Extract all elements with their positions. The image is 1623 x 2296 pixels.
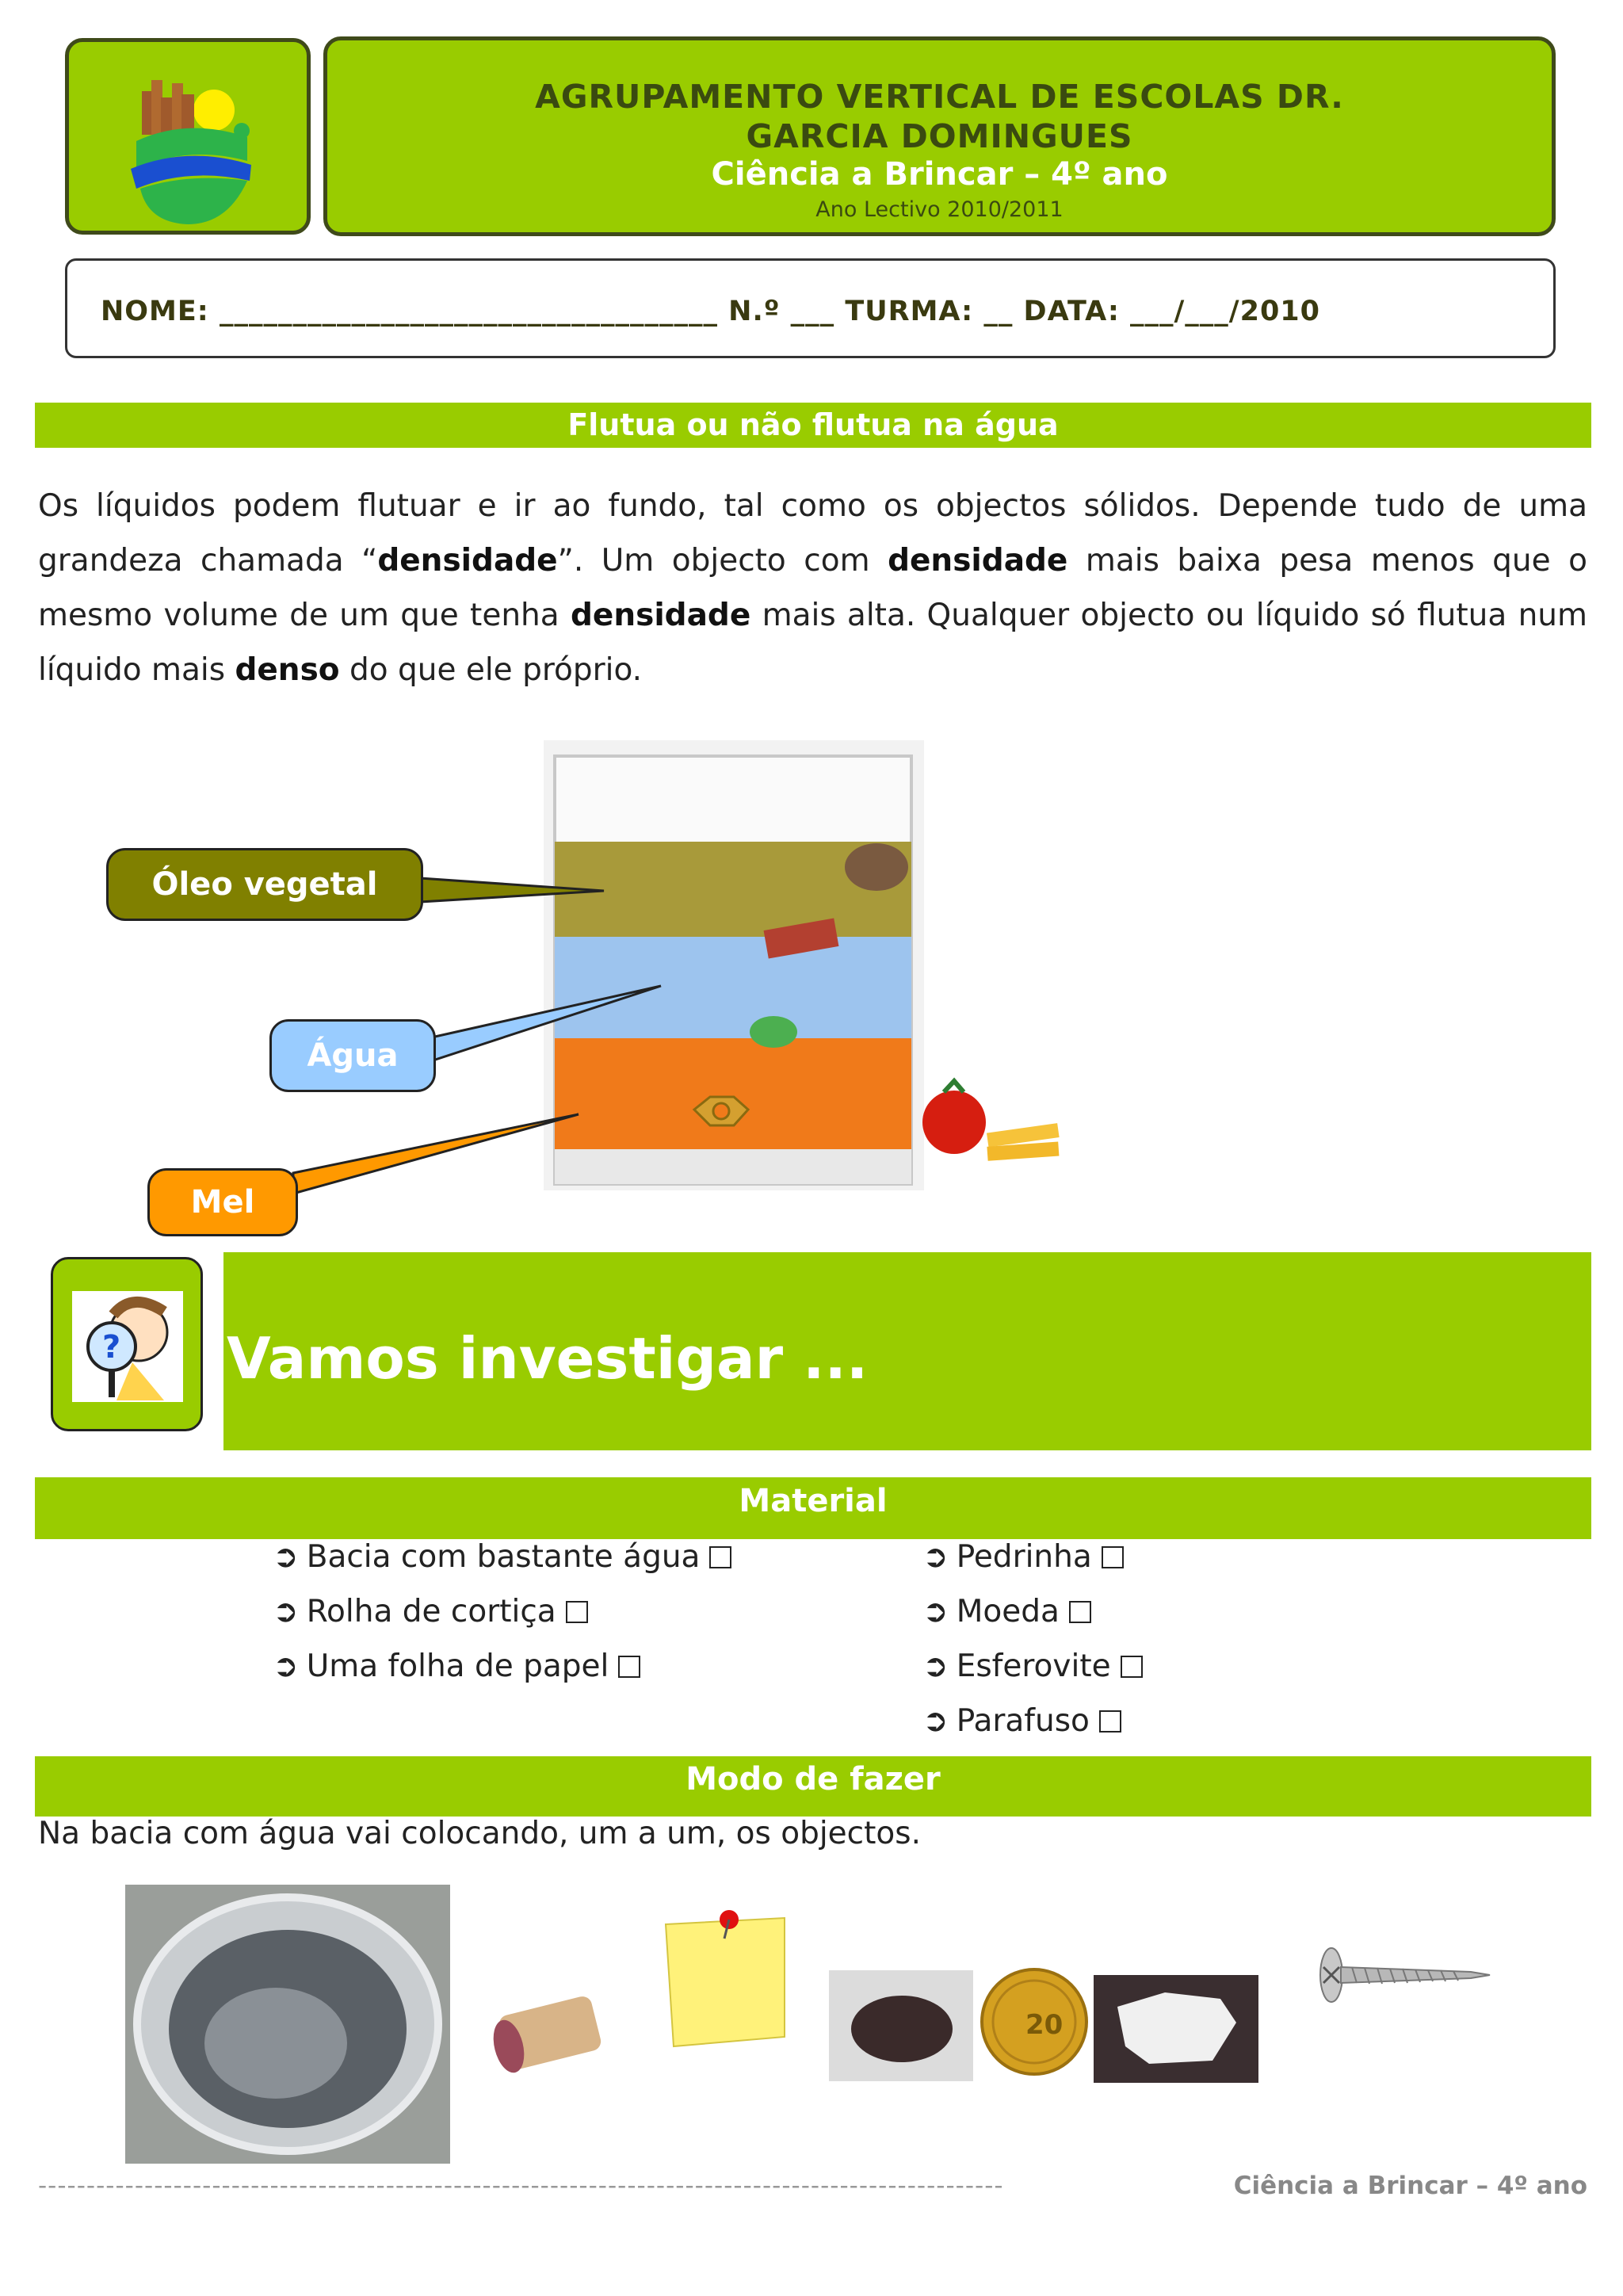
cork-image xyxy=(488,1981,615,2084)
checkbox-icon[interactable] xyxy=(618,1656,640,1678)
subject-title: Ciência a Brincar – 4º ano xyxy=(711,156,1168,193)
checkbox-icon[interactable] xyxy=(709,1546,731,1568)
list-item: ➲ Parafuso xyxy=(922,1694,1143,1748)
checkbox-icon[interactable] xyxy=(1102,1546,1124,1568)
intro-text-4: mais alta. Qualquer objecto ou líquido só flutua num líquido mais xyxy=(38,598,1588,688)
intro-text-3: mais baixa pesa menos que o mesmo volume de um que tenha xyxy=(38,543,1587,633)
arrow-bullet-icon: ➲ xyxy=(922,1648,949,1684)
honey-callout xyxy=(147,1168,298,1236)
material-bar xyxy=(35,1477,1591,1539)
checkbox-icon[interactable] xyxy=(1099,1710,1121,1733)
material-list-right xyxy=(922,1530,1143,1748)
list-item: ➲ Uma folha de papel xyxy=(273,1639,731,1694)
page-footer xyxy=(38,2172,1587,2200)
checkbox-icon[interactable] xyxy=(1121,1656,1143,1678)
water-callout xyxy=(269,1019,436,1092)
detective-icon xyxy=(53,1259,200,1429)
investigate-title: Vamos investigar ... xyxy=(227,1325,869,1392)
coin-image xyxy=(978,1964,1090,2080)
arrow-bullet-icon: ➲ xyxy=(273,1539,299,1575)
list-item: ➲ Moeda xyxy=(922,1584,1143,1639)
screw-image xyxy=(1312,1943,1495,2007)
bowl-image xyxy=(125,1885,450,2164)
honey-label: Mel xyxy=(190,1184,255,1221)
paper-note-image xyxy=(658,1902,792,2053)
list-item: ➲ Rolha de cortiça xyxy=(273,1584,731,1639)
school-year: Ano Lectivo 2010/2011 xyxy=(815,197,1064,222)
material-title: Material xyxy=(739,1483,888,1519)
intro-bold-1: densidade xyxy=(377,543,558,579)
styrofoam-image xyxy=(1094,1975,1258,2083)
list-item: ➲ Esferovite xyxy=(922,1639,1143,1694)
investigate-banner xyxy=(223,1252,1591,1450)
list-item: ➲ Bacia com bastante água xyxy=(273,1530,731,1584)
arrow-bullet-icon: ➲ xyxy=(273,1648,299,1684)
intro-text-5: do que ele próprio. xyxy=(339,652,643,688)
method-text: Na bacia com água vai colocando, um a um, os objectos. xyxy=(38,1816,921,1851)
student-info-line[interactable]: NOME: __________________________________ N.º ___ TURMA: __ DATA: ___/___/2010 xyxy=(101,296,1321,327)
pebble-image xyxy=(829,1970,973,2081)
material-list-left xyxy=(273,1530,731,1694)
school-name: AGRUPAMENTO VERTICAL DE ESCOLAS DR. GARCIA DOMINGUES xyxy=(535,78,1344,155)
checkbox-icon[interactable] xyxy=(1069,1601,1091,1623)
method-title: Modo de fazer xyxy=(685,1761,941,1797)
oil-label: Óleo vegetal xyxy=(151,866,378,903)
arrow-bullet-icon: ➲ xyxy=(922,1539,949,1575)
arrow-bullet-icon: ➲ xyxy=(922,1594,949,1629)
arrow-bullet-icon: ➲ xyxy=(273,1594,299,1629)
svg-text:20: 20 xyxy=(1025,2009,1064,2041)
intro-bold-2: densidade xyxy=(888,543,1068,579)
method-bar xyxy=(35,1756,1591,1817)
list-item: ➲ Pedrinha xyxy=(922,1530,1143,1584)
detective-icon-box xyxy=(51,1257,203,1431)
intro-bold-4: denso xyxy=(235,652,340,688)
footer-label: Ciência a Brincar – 4º ano xyxy=(1228,2172,1587,2200)
svg-text:?: ? xyxy=(102,1329,121,1366)
footer-dashes: ---------------------------------------------------------------------------------------------------- xyxy=(38,2172,1004,2200)
water-label: Água xyxy=(307,1037,399,1074)
checkbox-icon[interactable] xyxy=(566,1601,588,1623)
arrow-bullet-icon: ➲ xyxy=(922,1703,949,1739)
oil-callout xyxy=(106,848,423,921)
intro-bold-3: densidade xyxy=(570,598,751,633)
intro-text-2: ”. Um objecto com xyxy=(557,543,888,579)
section-float-title: Flutua ou não flutua na água xyxy=(567,407,1059,442)
intro-text-1: Os líquidos podem flutuar e ir ao fundo, tal como os objectos sólidos. Depende tudo de uma grandeza chamada “ xyxy=(38,488,1587,579)
